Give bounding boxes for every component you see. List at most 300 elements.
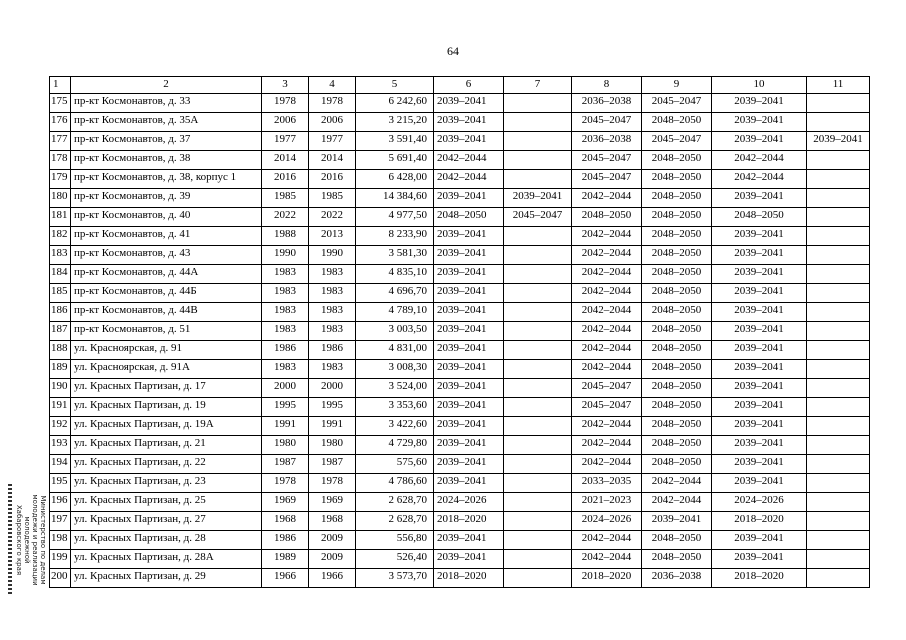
table-row bbox=[50, 94, 870, 113]
row-number-cell: 193 bbox=[50, 436, 71, 455]
table-cell bbox=[504, 227, 572, 246]
table-cell: 1991 bbox=[309, 417, 356, 436]
table-cell: 1969 bbox=[309, 493, 356, 512]
table-row bbox=[50, 189, 870, 208]
table-cell: 2039–2041 bbox=[434, 455, 504, 474]
table-row bbox=[50, 284, 870, 303]
table-cell: 2039–2041 bbox=[712, 94, 807, 113]
table-cell: 2045–2047 bbox=[572, 151, 642, 170]
table-cell: 1978 bbox=[262, 474, 309, 493]
table-cell: 2036–2038 bbox=[572, 132, 642, 151]
table-cell: 8 233,90 bbox=[356, 227, 434, 246]
table-cell: 2021–2023 bbox=[572, 493, 642, 512]
table-row bbox=[50, 208, 870, 227]
table-cell: 2039–2041 bbox=[434, 284, 504, 303]
table-cell: 3 215,20 bbox=[356, 113, 434, 132]
table-cell: ул. Красных Партизан, д. 28А bbox=[71, 550, 262, 569]
table-cell bbox=[807, 265, 870, 284]
table-row bbox=[50, 569, 870, 588]
table-cell bbox=[807, 227, 870, 246]
table-cell: 2018–2020 bbox=[434, 569, 504, 588]
table-cell: 2042–2044 bbox=[572, 189, 642, 208]
table-cell: 2039–2041 bbox=[434, 436, 504, 455]
table-cell bbox=[807, 398, 870, 417]
table-cell: 2042–2044 bbox=[642, 493, 712, 512]
table-cell: 2048–2050 bbox=[642, 341, 712, 360]
table-cell bbox=[807, 550, 870, 569]
table-row bbox=[50, 227, 870, 246]
registration-stamp bbox=[6, 480, 56, 600]
table-cell: 1978 bbox=[262, 94, 309, 113]
table-cell: 2048–2050 bbox=[572, 208, 642, 227]
table-cell: 2042–2044 bbox=[572, 303, 642, 322]
table-cell: 1990 bbox=[309, 246, 356, 265]
table-row bbox=[50, 132, 870, 151]
table-cell: 2016 bbox=[309, 170, 356, 189]
table-cell: 2039–2041 bbox=[434, 189, 504, 208]
table-cell: 2009 bbox=[309, 550, 356, 569]
table-row bbox=[50, 170, 870, 189]
table-cell: 1969 bbox=[262, 493, 309, 512]
table-cell bbox=[807, 379, 870, 398]
table-cell bbox=[504, 151, 572, 170]
table-cell: 2042–2044 bbox=[434, 170, 504, 189]
table-cell: 2048–2050 bbox=[642, 360, 712, 379]
table-cell: 2018–2020 bbox=[572, 569, 642, 588]
row-number-cell: 182 bbox=[50, 227, 71, 246]
table-cell bbox=[807, 322, 870, 341]
table-cell: ул. Красных Партизан, д. 28 bbox=[71, 531, 262, 550]
table-cell: 2039–2041 bbox=[712, 360, 807, 379]
table-cell bbox=[807, 417, 870, 436]
table-row bbox=[50, 379, 870, 398]
table-cell bbox=[504, 512, 572, 531]
stamp-text: Министерство по делам молодежи и реализации молодежной Хабаровского края bbox=[15, 494, 47, 586]
table-cell: 1987 bbox=[309, 455, 356, 474]
table-cell: 3 581,30 bbox=[356, 246, 434, 265]
table-cell: 2045–2047 bbox=[642, 132, 712, 151]
table-cell: 1968 bbox=[262, 512, 309, 531]
table-row bbox=[50, 360, 870, 379]
housing-table bbox=[49, 76, 870, 588]
table-cell: ул. Красных Партизан, д. 19А bbox=[71, 417, 262, 436]
row-number-cell: 187 bbox=[50, 322, 71, 341]
table-cell: 2048–2050 bbox=[642, 379, 712, 398]
table-cell: 1995 bbox=[309, 398, 356, 417]
table-cell: 2048–2050 bbox=[642, 284, 712, 303]
col-header: 7 bbox=[504, 77, 572, 94]
table-cell: 6 428,00 bbox=[356, 170, 434, 189]
table-cell bbox=[504, 436, 572, 455]
table-cell: 2039–2041 bbox=[434, 246, 504, 265]
table-cell bbox=[504, 132, 572, 151]
table-cell bbox=[504, 417, 572, 436]
table-cell bbox=[504, 322, 572, 341]
table-cell: 2045–2047 bbox=[572, 170, 642, 189]
table-cell: 3 591,40 bbox=[356, 132, 434, 151]
table-cell: 2006 bbox=[309, 113, 356, 132]
table-cell: 3 573,70 bbox=[356, 569, 434, 588]
table-cell: 1983 bbox=[262, 284, 309, 303]
table-cell: 2039–2041 bbox=[434, 474, 504, 493]
table-cell: 2048–2050 bbox=[642, 246, 712, 265]
row-number-cell: 200 bbox=[50, 569, 71, 588]
table-cell: ул. Красноярская, д. 91А bbox=[71, 360, 262, 379]
row-number-cell: 184 bbox=[50, 265, 71, 284]
table-cell: пр-кт Космонавтов, д. 44В bbox=[71, 303, 262, 322]
table-cell: 2039–2041 bbox=[642, 512, 712, 531]
table-cell: 2039–2041 bbox=[434, 132, 504, 151]
table-cell: 2042–2044 bbox=[572, 550, 642, 569]
table-cell bbox=[504, 265, 572, 284]
table-cell: 1978 bbox=[309, 94, 356, 113]
row-number-cell: 191 bbox=[50, 398, 71, 417]
table-cell: 2024–2026 bbox=[434, 493, 504, 512]
table-cell bbox=[807, 94, 870, 113]
table-cell: пр-кт Космонавтов, д. 38 bbox=[71, 151, 262, 170]
table-cell: 1989 bbox=[262, 550, 309, 569]
table-cell: 2042–2044 bbox=[572, 341, 642, 360]
table-cell: 2039–2041 bbox=[712, 531, 807, 550]
table-cell: 1986 bbox=[262, 341, 309, 360]
table-cell: 4 831,00 bbox=[356, 341, 434, 360]
table-cell: 2042–2044 bbox=[712, 151, 807, 170]
table-cell: 2039–2041 bbox=[434, 379, 504, 398]
table-row bbox=[50, 341, 870, 360]
table-cell: 2048–2050 bbox=[642, 113, 712, 132]
table-cell: 2039–2041 bbox=[712, 474, 807, 493]
table-cell: 2042–2044 bbox=[572, 531, 642, 550]
table-row bbox=[50, 113, 870, 132]
table-row bbox=[50, 151, 870, 170]
table-cell: 4 835,10 bbox=[356, 265, 434, 284]
table-cell: 2048–2050 bbox=[642, 303, 712, 322]
table-cell: пр-кт Космонавтов, д. 38, корпус 1 bbox=[71, 170, 262, 189]
table-cell: 2039–2041 bbox=[712, 132, 807, 151]
row-number-cell: 177 bbox=[50, 132, 71, 151]
table-row bbox=[50, 265, 870, 284]
table-cell: ул. Красноярская, д. 91 bbox=[71, 341, 262, 360]
table-cell: 1983 bbox=[309, 360, 356, 379]
table-cell: 1991 bbox=[262, 417, 309, 436]
table-cell bbox=[504, 455, 572, 474]
table-cell: 4 786,60 bbox=[356, 474, 434, 493]
table-cell: пр-кт Космонавтов, д. 41 bbox=[71, 227, 262, 246]
table-cell bbox=[504, 493, 572, 512]
table-cell: 2039–2041 bbox=[712, 265, 807, 284]
table-cell bbox=[807, 113, 870, 132]
table-cell: 2045–2047 bbox=[504, 208, 572, 227]
table-cell: 2042–2044 bbox=[572, 436, 642, 455]
col-header: 11 bbox=[807, 77, 870, 94]
row-number-cell: 198 bbox=[50, 531, 71, 550]
table-cell: 2042–2044 bbox=[572, 417, 642, 436]
table-cell: 2014 bbox=[262, 151, 309, 170]
col-header: 10 bbox=[712, 77, 807, 94]
table-cell: 2039–2041 bbox=[712, 303, 807, 322]
table-cell: 1983 bbox=[262, 303, 309, 322]
table-cell: 2016 bbox=[262, 170, 309, 189]
table-cell bbox=[807, 170, 870, 189]
table-cell: 2022 bbox=[262, 208, 309, 227]
table-cell bbox=[504, 474, 572, 493]
table-cell: ул. Красных Партизан, д. 21 bbox=[71, 436, 262, 455]
table-cell: ул. Красных Партизан, д. 17 bbox=[71, 379, 262, 398]
table-cell bbox=[807, 341, 870, 360]
table-cell: 2048–2050 bbox=[642, 151, 712, 170]
row-number-cell: 189 bbox=[50, 360, 71, 379]
table-cell: 2039–2041 bbox=[434, 550, 504, 569]
table-cell: 2042–2044 bbox=[572, 455, 642, 474]
table-cell: 2042–2044 bbox=[642, 474, 712, 493]
table-cell: 2039–2041 bbox=[712, 455, 807, 474]
table-cell: 2039–2041 bbox=[712, 398, 807, 417]
table-cell: 3 003,50 bbox=[356, 322, 434, 341]
table-cell: 4 977,50 bbox=[356, 208, 434, 227]
table-cell: ул. Красных Партизан, д. 25 bbox=[71, 493, 262, 512]
table-header-row bbox=[50, 77, 870, 94]
table-cell: 2048–2050 bbox=[642, 208, 712, 227]
table-cell: 2039–2041 bbox=[712, 227, 807, 246]
table-cell: ул. Красных Партизан, д. 22 bbox=[71, 455, 262, 474]
table-cell: 2048–2050 bbox=[642, 417, 712, 436]
table-cell: 2039–2041 bbox=[434, 227, 504, 246]
table-row bbox=[50, 398, 870, 417]
table-cell: 6 242,60 bbox=[356, 94, 434, 113]
row-number-cell: 197 bbox=[50, 512, 71, 531]
table-cell: 5 691,40 bbox=[356, 151, 434, 170]
col-header: 3 bbox=[262, 77, 309, 94]
table-row bbox=[50, 322, 870, 341]
col-header: 2 bbox=[71, 77, 262, 94]
table-cell: 575,60 bbox=[356, 455, 434, 474]
row-number-cell: 190 bbox=[50, 379, 71, 398]
row-number-cell: 192 bbox=[50, 417, 71, 436]
table-cell: 1983 bbox=[262, 360, 309, 379]
table-cell: 2039–2041 bbox=[712, 379, 807, 398]
table-cell: 2048–2050 bbox=[642, 531, 712, 550]
table-cell: 1983 bbox=[262, 265, 309, 284]
row-number-cell: 195 bbox=[50, 474, 71, 493]
table-cell bbox=[807, 360, 870, 379]
table-cell: 2039–2041 bbox=[434, 360, 504, 379]
row-number-cell: 176 bbox=[50, 113, 71, 132]
table-cell bbox=[504, 398, 572, 417]
table-cell: 2039–2041 bbox=[712, 189, 807, 208]
table-row bbox=[50, 436, 870, 455]
table-cell: ул. Красных Партизан, д. 29 bbox=[71, 569, 262, 588]
table-row bbox=[50, 417, 870, 436]
table-cell: 2013 bbox=[309, 227, 356, 246]
table-cell: 1995 bbox=[262, 398, 309, 417]
table-cell: 2048–2050 bbox=[642, 550, 712, 569]
table-cell: пр-кт Космонавтов, д. 33 bbox=[71, 94, 262, 113]
table-cell: 2042–2044 bbox=[434, 151, 504, 170]
table-cell: 2042–2044 bbox=[572, 284, 642, 303]
table-cell: 1986 bbox=[262, 531, 309, 550]
table-cell: 2014 bbox=[309, 151, 356, 170]
table-cell: 2000 bbox=[309, 379, 356, 398]
row-number-cell: 194 bbox=[50, 455, 71, 474]
table-cell: 2024–2026 bbox=[712, 493, 807, 512]
table-cell: 1980 bbox=[262, 436, 309, 455]
table-cell: ул. Красных Партизан, д. 23 bbox=[71, 474, 262, 493]
row-number-cell: 185 bbox=[50, 284, 71, 303]
table-cell bbox=[807, 436, 870, 455]
table-cell: 2045–2047 bbox=[642, 94, 712, 113]
table-cell: 2033–2035 bbox=[572, 474, 642, 493]
table-cell: 2042–2044 bbox=[572, 265, 642, 284]
table-cell: 1983 bbox=[309, 265, 356, 284]
row-number-cell: 180 bbox=[50, 189, 71, 208]
table-cell: 2039–2041 bbox=[712, 436, 807, 455]
table-cell: 2048–2050 bbox=[642, 227, 712, 246]
table-cell bbox=[807, 569, 870, 588]
table-row bbox=[50, 493, 870, 512]
table-cell: 2039–2041 bbox=[434, 322, 504, 341]
row-number-cell: 196 bbox=[50, 493, 71, 512]
table-cell: 2009 bbox=[309, 531, 356, 550]
table-cell: 2039–2041 bbox=[712, 322, 807, 341]
table-cell: 2036–2038 bbox=[642, 569, 712, 588]
table-cell: 2045–2047 bbox=[572, 398, 642, 417]
table-cell bbox=[504, 360, 572, 379]
table-cell bbox=[504, 170, 572, 189]
table-cell: 2 628,70 bbox=[356, 493, 434, 512]
table-cell bbox=[807, 208, 870, 227]
row-number-cell: 178 bbox=[50, 151, 71, 170]
table-cell: 2042–2044 bbox=[572, 227, 642, 246]
table-cell: 1978 bbox=[309, 474, 356, 493]
table-cell: 2036–2038 bbox=[572, 94, 642, 113]
table-cell: 1977 bbox=[262, 132, 309, 151]
table-cell: пр-кт Космонавтов, д. 39 bbox=[71, 189, 262, 208]
table-cell: 2022 bbox=[309, 208, 356, 227]
row-number-cell: 186 bbox=[50, 303, 71, 322]
table-cell bbox=[504, 379, 572, 398]
table-cell: 1983 bbox=[309, 284, 356, 303]
table-cell: 2039–2041 bbox=[712, 246, 807, 265]
table-cell: 1983 bbox=[309, 303, 356, 322]
table-cell: 2039–2041 bbox=[712, 284, 807, 303]
col-header: 5 bbox=[356, 77, 434, 94]
stamp-barcode bbox=[8, 484, 12, 596]
table-cell: 1990 bbox=[262, 246, 309, 265]
table-cell bbox=[504, 531, 572, 550]
table-cell: 2018–2020 bbox=[712, 569, 807, 588]
row-number-cell: 175 bbox=[50, 94, 71, 113]
table-cell: 2048–2050 bbox=[642, 265, 712, 284]
table-cell bbox=[807, 493, 870, 512]
table-cell: 2039–2041 bbox=[807, 132, 870, 151]
table-cell: 2048–2050 bbox=[642, 170, 712, 189]
table-cell: 2048–2050 bbox=[642, 189, 712, 208]
col-header: 9 bbox=[642, 77, 712, 94]
table-cell: 1980 bbox=[309, 436, 356, 455]
table-cell: 2006 bbox=[262, 113, 309, 132]
table-cell: 2042–2044 bbox=[572, 360, 642, 379]
table-row bbox=[50, 531, 870, 550]
table-cell: ул. Красных Партизан, д. 27 bbox=[71, 512, 262, 531]
col-header: 6 bbox=[434, 77, 504, 94]
table-row bbox=[50, 303, 870, 322]
table-cell: 3 524,00 bbox=[356, 379, 434, 398]
table-cell: 2039–2041 bbox=[712, 417, 807, 436]
table-cell: 2042–2044 bbox=[712, 170, 807, 189]
table-cell: 2039–2041 bbox=[434, 303, 504, 322]
table-cell bbox=[504, 550, 572, 569]
table-cell bbox=[504, 113, 572, 132]
table-cell bbox=[807, 246, 870, 265]
table-cell: 2018–2020 bbox=[434, 512, 504, 531]
table-cell: 2048–2050 bbox=[642, 455, 712, 474]
row-number-cell: 179 bbox=[50, 170, 71, 189]
table-cell bbox=[807, 474, 870, 493]
table-cell: 2048–2050 bbox=[642, 436, 712, 455]
table-cell: 2000 bbox=[262, 379, 309, 398]
table-cell: 2024–2026 bbox=[572, 512, 642, 531]
table-cell: 2 628,70 bbox=[356, 512, 434, 531]
table-cell bbox=[504, 303, 572, 322]
table-cell: 2018–2020 bbox=[712, 512, 807, 531]
table-cell: пр-кт Космонавтов, д. 40 bbox=[71, 208, 262, 227]
row-number-cell: 188 bbox=[50, 341, 71, 360]
table-cell bbox=[504, 284, 572, 303]
table-cell bbox=[504, 94, 572, 113]
table-cell: 14 384,60 bbox=[356, 189, 434, 208]
table-row bbox=[50, 246, 870, 265]
table-cell bbox=[807, 284, 870, 303]
table-cell: 2048–2050 bbox=[434, 208, 504, 227]
table-cell: 1985 bbox=[309, 189, 356, 208]
table-cell: 4 789,10 bbox=[356, 303, 434, 322]
table-cell bbox=[504, 341, 572, 360]
table-row bbox=[50, 474, 870, 493]
table-cell: 1966 bbox=[309, 569, 356, 588]
table-cell: 2048–2050 bbox=[642, 398, 712, 417]
table-cell: 2039–2041 bbox=[434, 113, 504, 132]
table-cell: 3 008,30 bbox=[356, 360, 434, 379]
table-cell: пр-кт Космонавтов, д. 51 bbox=[71, 322, 262, 341]
table-row bbox=[50, 550, 870, 569]
table-cell bbox=[807, 189, 870, 208]
page-number: 64 bbox=[447, 44, 459, 58]
table-cell: 2048–2050 bbox=[712, 208, 807, 227]
table-cell: 2048–2050 bbox=[642, 322, 712, 341]
table-cell: 3 422,60 bbox=[356, 417, 434, 436]
col-header: 4 bbox=[309, 77, 356, 94]
table-cell: 2039–2041 bbox=[434, 531, 504, 550]
table-cell: 1985 bbox=[262, 189, 309, 208]
table-cell bbox=[807, 531, 870, 550]
table-cell: пр-кт Космонавтов, д. 37 bbox=[71, 132, 262, 151]
table-cell: 4 696,70 bbox=[356, 284, 434, 303]
table-cell: 2039–2041 bbox=[712, 550, 807, 569]
table-cell bbox=[504, 569, 572, 588]
table-cell: 2039–2041 bbox=[434, 265, 504, 284]
table-cell: пр-кт Космонавтов, д. 44А bbox=[71, 265, 262, 284]
table-cell: 2039–2041 bbox=[434, 398, 504, 417]
table-cell: 556,80 bbox=[356, 531, 434, 550]
table-cell bbox=[807, 303, 870, 322]
table-cell: 1968 bbox=[309, 512, 356, 531]
table-cell: 2042–2044 bbox=[572, 246, 642, 265]
table-cell: 2039–2041 bbox=[712, 113, 807, 132]
table-row bbox=[50, 455, 870, 474]
table-cell: 2039–2041 bbox=[712, 341, 807, 360]
table-cell: 526,40 bbox=[356, 550, 434, 569]
row-number-cell: 199 bbox=[50, 550, 71, 569]
